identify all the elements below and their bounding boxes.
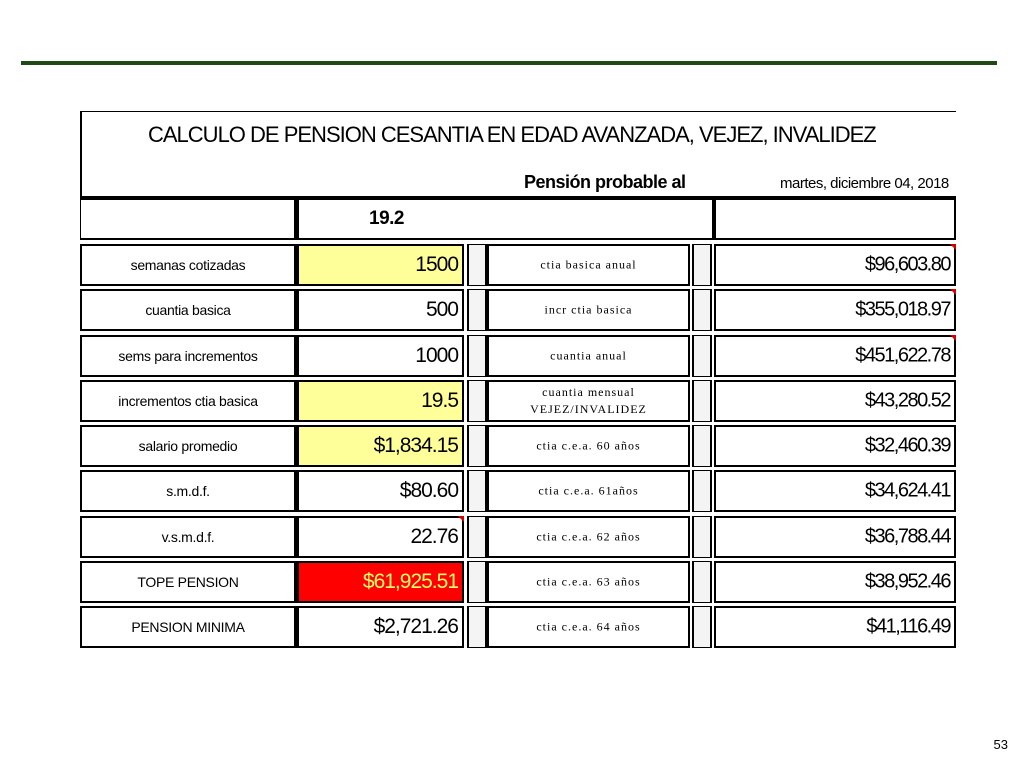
row-label-text: s.m.d.f. — [166, 483, 210, 499]
row-label-text: PENSION MINIMA — [131, 619, 245, 635]
row-concept-text: cuantia anual — [550, 348, 627, 363]
row-value-cell-text: 500 — [425, 298, 458, 321]
row-value-cell-text: $80.60 — [399, 479, 458, 502]
spacer-cell — [692, 470, 712, 512]
row-result[interactable] — [714, 561, 956, 603]
row-value-cell[interactable] — [296, 244, 464, 286]
comment-indicator-icon[interactable] — [458, 516, 464, 522]
row-label-text: incrementos ctia basica — [118, 393, 258, 409]
row-result-text: $41,116.49 — [866, 615, 950, 638]
sheet-title: CALCULO DE PENSION CESANTIA EN EDAD AVANZADA, VEJEZ, INVALIDEZ — [148, 122, 876, 147]
row-value-cell[interactable] — [296, 380, 464, 422]
age-value: 19.2 — [369, 208, 404, 229]
row-value-cell-text: $1,834.15 — [373, 434, 458, 457]
spacer-cell — [692, 244, 712, 286]
age-row-empty-cell[interactable] — [714, 198, 956, 240]
row-concept[interactable] — [487, 380, 690, 422]
spacer-cell — [467, 289, 487, 331]
row-label[interactable] — [80, 380, 296, 422]
row-value-cell-text: 1500 — [415, 253, 458, 276]
comment-indicator-icon[interactable] — [950, 289, 956, 295]
spacer-cell — [467, 561, 487, 603]
spacer-cell — [692, 380, 712, 422]
row-label-text: cuantia basica — [145, 302, 231, 318]
spacer-cell — [692, 561, 712, 603]
row-concept-text: ctia c.e.a. 64 años — [536, 619, 641, 634]
row-result[interactable] — [714, 380, 956, 422]
title-rule — [21, 61, 997, 65]
row-concept-text: cuantia mensual VEJEZ/INVALIDEZ — [530, 385, 647, 416]
spacer-cell — [467, 380, 487, 422]
row-result-text: $451,622.78 — [855, 344, 950, 367]
row-result-text: $355,018.97 — [855, 298, 950, 321]
spacer-cell — [467, 606, 487, 648]
spacer-cell — [692, 335, 712, 377]
row-concept[interactable] — [487, 335, 690, 377]
spacer-cell — [692, 516, 712, 558]
row-label[interactable] — [80, 561, 296, 603]
row-result[interactable] — [714, 470, 956, 512]
row-concept-text: ctia c.e.a. 60 años — [536, 438, 641, 453]
row-result-text: $43,280.52 — [864, 389, 950, 412]
row-concept-text: ctia basica anual — [540, 257, 637, 272]
row-concept-text: incr ctia basica — [544, 302, 633, 317]
row-label-text: v.s.m.d.f. — [161, 529, 215, 545]
row-value-cell[interactable] — [296, 335, 464, 377]
row-label[interactable] — [80, 516, 296, 558]
row-value-cell[interactable] — [296, 516, 464, 558]
row-concept-text: ctia c.e.a. 62 años — [536, 529, 641, 544]
pension-probable-label: Pensión probable al — [524, 172, 686, 192]
row-label-text: sems para incrementos — [118, 348, 258, 364]
row-result-text: $36,788.44 — [864, 525, 950, 548]
spacer-cell — [467, 244, 487, 286]
row-concept[interactable] — [487, 606, 690, 648]
row-concept[interactable] — [487, 561, 690, 603]
row-value-cell-text: $61,925.51 — [362, 570, 458, 593]
row-result[interactable] — [714, 244, 956, 286]
row-value-cell[interactable] — [296, 561, 464, 603]
spacer-cell — [467, 425, 487, 467]
age-row-blank-cell[interactable] — [80, 198, 296, 240]
spacer-cell — [692, 606, 712, 648]
pension-date: martes, diciembre 04, 2018 — [780, 175, 949, 192]
row-label[interactable] — [80, 244, 296, 286]
row-value-cell-text: 19.5 — [421, 389, 458, 412]
page-number: 53 — [993, 737, 1008, 752]
row-concept[interactable] — [487, 289, 690, 331]
row-concept-text: ctia c.e.a. 61años — [538, 483, 639, 498]
row-result-text: $32,460.39 — [864, 434, 950, 457]
spacer-cell — [467, 516, 487, 558]
comment-indicator-icon[interactable] — [950, 335, 956, 341]
row-concept-text: ctia c.e.a. 63 años — [536, 574, 641, 589]
row-value-cell[interactable] — [296, 606, 464, 648]
sheet-header — [80, 111, 956, 198]
spacer-cell — [692, 425, 712, 467]
row-concept[interactable] — [487, 244, 690, 286]
row-result[interactable] — [714, 516, 956, 558]
spacer-cell — [692, 289, 712, 331]
row-label-text: TOPE PENSION — [137, 574, 239, 590]
row-label[interactable] — [80, 289, 296, 331]
row-value-cell-text: 22.76 — [410, 525, 458, 548]
row-result[interactable] — [714, 425, 956, 467]
row-label[interactable] — [80, 425, 296, 467]
spacer-cell — [467, 470, 487, 512]
row-result-text: $38,952.46 — [864, 570, 950, 593]
row-value-cell-text: $2,721.26 — [373, 615, 458, 638]
comment-indicator-icon[interactable] — [950, 244, 956, 250]
row-concept[interactable] — [487, 516, 690, 558]
row-result[interactable] — [714, 335, 956, 377]
row-label[interactable] — [80, 470, 296, 512]
row-concept[interactable] — [487, 470, 690, 512]
row-value-cell-text: 1000 — [415, 344, 458, 367]
pension-calculator-sheet — [80, 111, 956, 651]
row-result[interactable] — [714, 606, 956, 648]
row-value-cell[interactable] — [296, 425, 464, 467]
row-concept[interactable] — [487, 425, 690, 467]
row-result-text: $34,624.41 — [864, 479, 950, 502]
age-cell[interactable] — [296, 198, 714, 240]
row-result[interactable] — [714, 289, 956, 331]
row-result-text: $96,603.80 — [864, 253, 950, 276]
row-label[interactable] — [80, 335, 296, 377]
row-label[interactable] — [80, 606, 296, 648]
row-label-text: salario promedio — [138, 438, 238, 454]
row-label-text: semanas cotizadas — [130, 257, 246, 273]
spacer-cell — [467, 335, 487, 377]
row-value-cell[interactable] — [296, 289, 464, 331]
row-value-cell[interactable] — [296, 470, 464, 512]
